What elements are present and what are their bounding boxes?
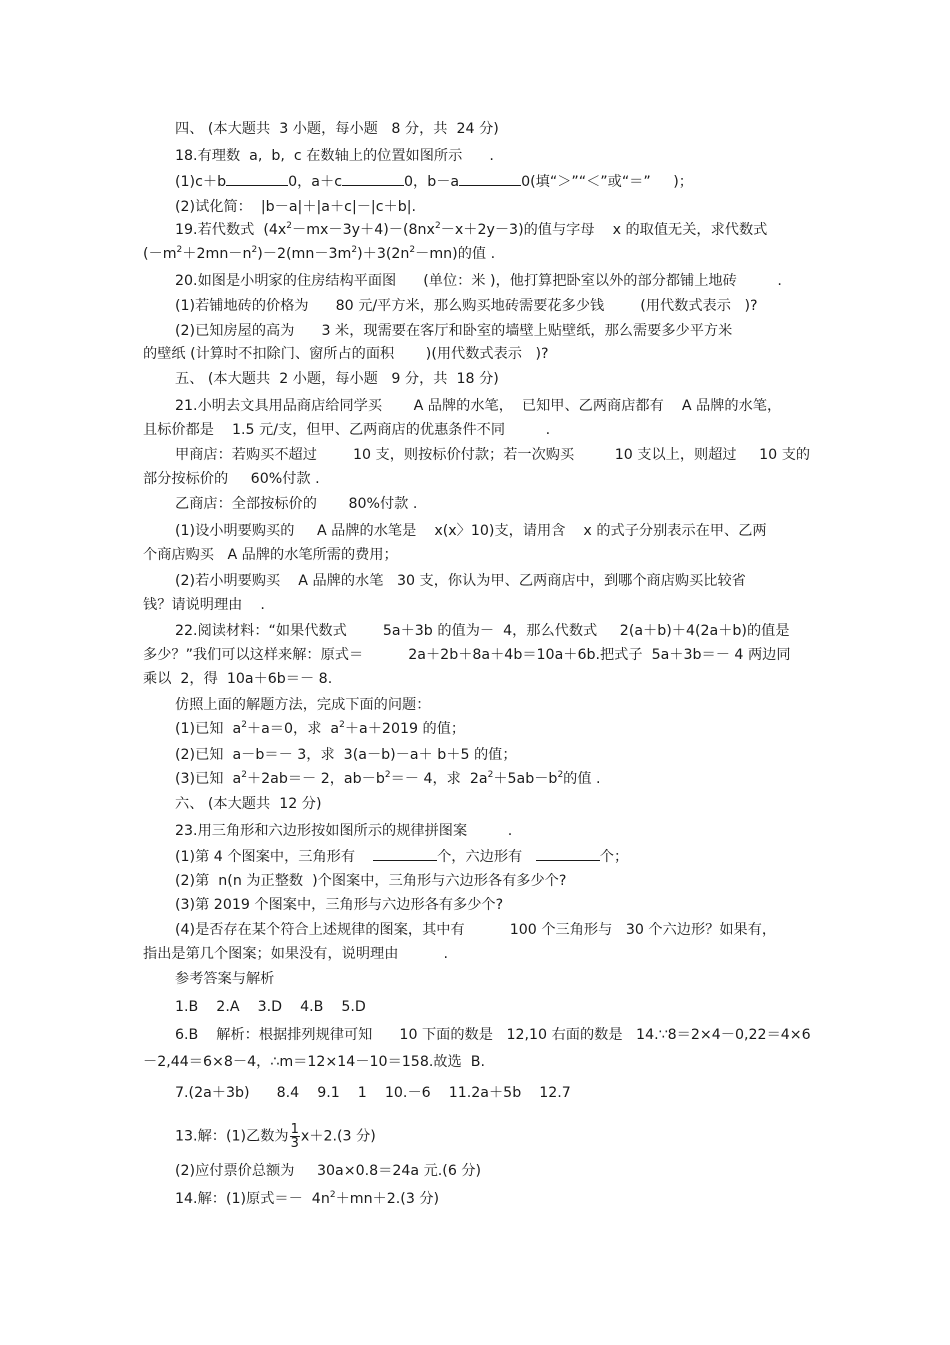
question-22-stem: 22.阅读材料：“如果代数式 5a＋3b 的值为－ 4，那么代数式 2(a＋b)＋4(2a＋b)的值是: [175, 623, 790, 639]
question-18-stem: 18.有理数 a, b, c 在数轴上的位置如图所示 .: [175, 148, 494, 164]
question-21-shop-b: 乙商店：全部按标价的 80%付款 .: [175, 496, 418, 512]
question-22-part-1: (1)已知 $a^2+a=0$，求 $a^2+a+2019$ 的值；: [175, 720, 466, 737]
question-21-stem-cont: 且标价都是 1.5 元/支，但甲、乙两商店的优惠条件不同 .: [143, 422, 551, 438]
answer-blank: [373, 847, 437, 861]
question-21-shop-a-cont: 部分按标价的 60%付款 .: [143, 471, 320, 487]
answers-7-12: 7.(2a＋3b) 8.4 9.1 1 10.－6 11.2a＋5b 12.7: [175, 1085, 571, 1101]
question-23-part-3: (3)第 2019 个图案中，三角形与六边形各有多少个?: [175, 897, 504, 913]
answer-blank: [226, 172, 288, 186]
answer-blank: [459, 172, 521, 186]
question-22-part-3: (3)已知 $a^2+2ab=- 2$，$ab-b^2=- 4$，求 $2a^2+5ab-b^2$的值 .: [175, 770, 601, 787]
question-18-part-2: (2)试化简： |b－a|＋|a＋c|－|c＋b|.: [175, 199, 416, 215]
answer-blank: [342, 172, 404, 186]
section-5-heading: 五、 (本大题共 2 小题，每小题 9 分，共 18 分): [175, 371, 499, 387]
question-21-part-2-cont: 钱？请说明理由 .: [143, 597, 265, 613]
question-19-stem: 19.若代数式 $(4x^2-mx-3y+4)-(8nx^2-x+2y-3)$的值与字母 x 的取值无关，求代数式: [175, 221, 768, 238]
answer-6: 6.B 解析：根据排列规律可知 10 下面的数是 12,10 右面的数是 14.∵8＝2×4－0,22＝4×6: [175, 1027, 811, 1043]
question-21-part-1: (1)设小明要购买的 A 品牌的水笔是 x(x〉10)支，请用含 x 的式子分别表示在甲、乙两: [175, 523, 767, 539]
question-21-stem: 21.小明去文具用品商店给同学买 A 品牌的水笔， 已知甲、乙两商店都有 A 品牌的水笔，: [175, 398, 782, 414]
question-23-part-4: (4)是否存在某个符合上述规律的图案，其中有 100 个三角形与 30 个六边形？如果有，: [175, 922, 777, 938]
question-22-stem-cont-2: 乘以 2，得 10a＋6b＝－ 8.: [143, 671, 333, 687]
question-23-part-2: (2)第 n(n 为正整数 )个图案中，三角形与六边形各有多少个?: [175, 873, 567, 889]
question-21-part-1-cont: 个商店购买 A 品牌的水笔所需的费用；: [143, 547, 398, 563]
question-23-stem: 23.用三角形和六边形按如图所示的规律拼图案 .: [175, 823, 513, 839]
section-4-heading: 四、 (本大题共 3 小题，每小题 8 分，共 24 分): [175, 121, 499, 137]
question-20-stem: 20.如图是小明家的住房结构平面图 (单位：米 )，他打算把卧室以外的部分都铺上地砖 .: [175, 273, 782, 289]
question-22-instruction: 仿照上面的解题方法，完成下面的问题：: [175, 697, 431, 713]
answer-6-cont: －2,44＝6×8－4，∴m＝12×14－10＝158.故选 B.: [143, 1054, 485, 1070]
answer-13-part-2: (2)应付票价总额为 30a×0.8＝24a 元.(6 分): [175, 1163, 482, 1179]
answer-14-part-1: 14.解：(1)原式＝－ $4n^2+mn+2.(3$ 分): [175, 1190, 440, 1207]
question-20-part-1: (1)若铺地砖的价格为 80 元/平方米，那么购买地砖需要花多少钱 (用代数式表示 )?: [175, 298, 758, 314]
question-22-part-2: (2)已知 a－b＝－ 3，求 3(a－b)－a＋ b＋5 的值；: [175, 747, 517, 763]
question-18-part-1: (1)c＋b 0，a＋c 0，b－a 0(填“＞”“＜”或“＝” )；: [175, 174, 693, 190]
fraction-one-third: $\frac{1}{3}$: [290, 1122, 299, 1151]
question-22-stem-cont-1: 多少？”我们可以这样来解：原式＝ 2a＋2b＋8a＋4b＝10a＋6b.把式子 5a＋3b＝－ 4 两边同: [143, 647, 791, 663]
question-19-expression: $(-m^2+2mn-n^2)-2(mn-3m^2)+3(2n^2-mn)$的值 .: [143, 245, 496, 262]
question-21-part-2: (2)若小明要购买 A 品牌的水笔 30 支，你认为甲、乙两商店中，到哪个商店购买比较省: [175, 573, 746, 589]
answers-heading: 参考答案与解析: [175, 971, 275, 987]
question-23-part-1: (1)第 4 个图案中，三角形有 个，六边形有 个；: [175, 849, 629, 865]
section-6-heading: 六、 (本大题共 12 分): [175, 796, 322, 812]
question-21-shop-a: 甲商店：若购买不超过 10 支，则按标价付款；若一次购买 10 支以上，则超过 10 支的: [175, 447, 811, 463]
answer-13-part-1: 13.解：(1)乙数为 $\frac{1}{3}$ x＋2.(3 分): [175, 1122, 376, 1151]
question-20-part-2: (2)已知房屋的高为 3 米，现需要在客厅和卧室的墙壁上贴壁纸，那么需要多少平方米: [175, 323, 733, 339]
answers-1-5: 1.B 2.A 3.D 4.B 5.D: [175, 999, 366, 1015]
answer-blank: [536, 847, 600, 861]
question-23-part-4-cont: 指出是第几个图案；如果没有，说明理由 .: [143, 946, 448, 962]
question-20-part-2-cont: 的壁纸 (计算时不扣除门、窗所占的面积 )(用代数式表示 )?: [143, 346, 549, 362]
